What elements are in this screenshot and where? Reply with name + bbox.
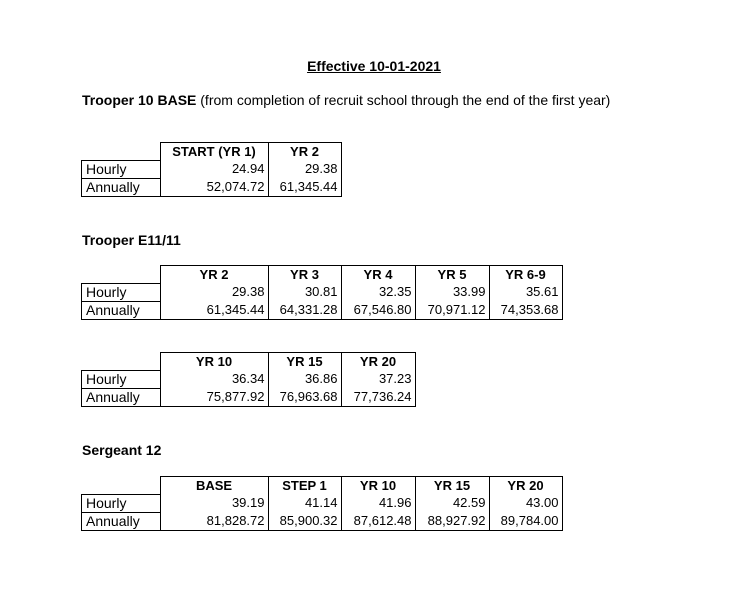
sergeant-12-heading: Sergeant 12 xyxy=(82,442,162,458)
table-cell: 33.99 xyxy=(415,283,489,301)
table-cell: 39.19 xyxy=(160,494,268,512)
table-cell: 88,927.92 xyxy=(415,512,489,530)
trooper-10-heading: Trooper 10 BASE (from completion of recruit school through the end of the first year) xyxy=(82,92,611,108)
table-cell: 32.35 xyxy=(341,283,415,301)
table-cell: 30.81 xyxy=(268,283,341,301)
column-header: YR 15 xyxy=(268,353,341,371)
column-header: YR 4 xyxy=(341,266,415,284)
column-header: YR 15 xyxy=(415,477,489,495)
trooper-e11-pay-table-1 xyxy=(81,265,563,320)
column-header: YR 3 xyxy=(268,266,341,284)
row-label-hourly: Hourly xyxy=(82,370,161,388)
table-cell: 43.00 xyxy=(489,494,562,512)
row-label-annually: Annually xyxy=(82,178,161,196)
row-label-hourly: Hourly xyxy=(82,494,161,512)
column-header: YR 20 xyxy=(489,477,562,495)
table-cell: 87,612.48 xyxy=(341,512,415,530)
table-cell: 85,900.32 xyxy=(268,512,341,530)
column-header: START (YR 1) xyxy=(160,143,268,161)
row-label-annually: Annually xyxy=(82,388,161,406)
table-cell: 29.38 xyxy=(160,283,268,301)
table-cell: 36.34 xyxy=(160,370,268,388)
table-cell: 67,546.80 xyxy=(341,301,415,319)
table-cell: 81,828.72 xyxy=(160,512,268,530)
table-cell: 77,736.24 xyxy=(341,388,415,406)
table-cell: 42.59 xyxy=(415,494,489,512)
table-cell: 41.96 xyxy=(341,494,415,512)
table-cell: 37.23 xyxy=(341,370,415,388)
row-label-annually: Annually xyxy=(82,301,161,319)
table-cell: 76,963.68 xyxy=(268,388,341,406)
column-header: YR 2 xyxy=(268,143,341,161)
column-header: YR 10 xyxy=(341,477,415,495)
row-label-annually: Annually xyxy=(82,512,161,530)
column-header: YR 6-9 xyxy=(489,266,562,284)
table-cell: 74,353.68 xyxy=(489,301,562,319)
column-header: BASE xyxy=(160,477,268,495)
page-title: Effective 10-01-2021 xyxy=(307,58,441,74)
table-cell: 36.86 xyxy=(268,370,341,388)
table-cell: 70,971.12 xyxy=(415,301,489,319)
column-header: STEP 1 xyxy=(268,477,341,495)
trooper-10-pay-table xyxy=(81,142,342,197)
table-cell: 61,345.44 xyxy=(160,301,268,319)
table-cell: 35.61 xyxy=(489,283,562,301)
table-cell: 89,784.00 xyxy=(489,512,562,530)
column-header: YR 10 xyxy=(160,353,268,371)
column-header: YR 5 xyxy=(415,266,489,284)
table-cell: 52,074.72 xyxy=(160,178,268,196)
table-cell: 29.38 xyxy=(268,160,341,178)
table-cell: 64,331.28 xyxy=(268,301,341,319)
trooper-e11-heading: Trooper E11/11 xyxy=(82,232,181,248)
sergeant-12-pay-table xyxy=(81,476,563,531)
table-cell: 75,877.92 xyxy=(160,388,268,406)
trooper-e11-pay-table-2 xyxy=(81,352,416,407)
column-header: YR 20 xyxy=(341,353,415,371)
table-cell: 61,345.44 xyxy=(268,178,341,196)
table-cell: 24.94 xyxy=(160,160,268,178)
row-label-hourly: Hourly xyxy=(82,283,161,301)
row-label-hourly: Hourly xyxy=(82,160,161,178)
table-cell: 41.14 xyxy=(268,494,341,512)
column-header: YR 2 xyxy=(160,266,268,284)
